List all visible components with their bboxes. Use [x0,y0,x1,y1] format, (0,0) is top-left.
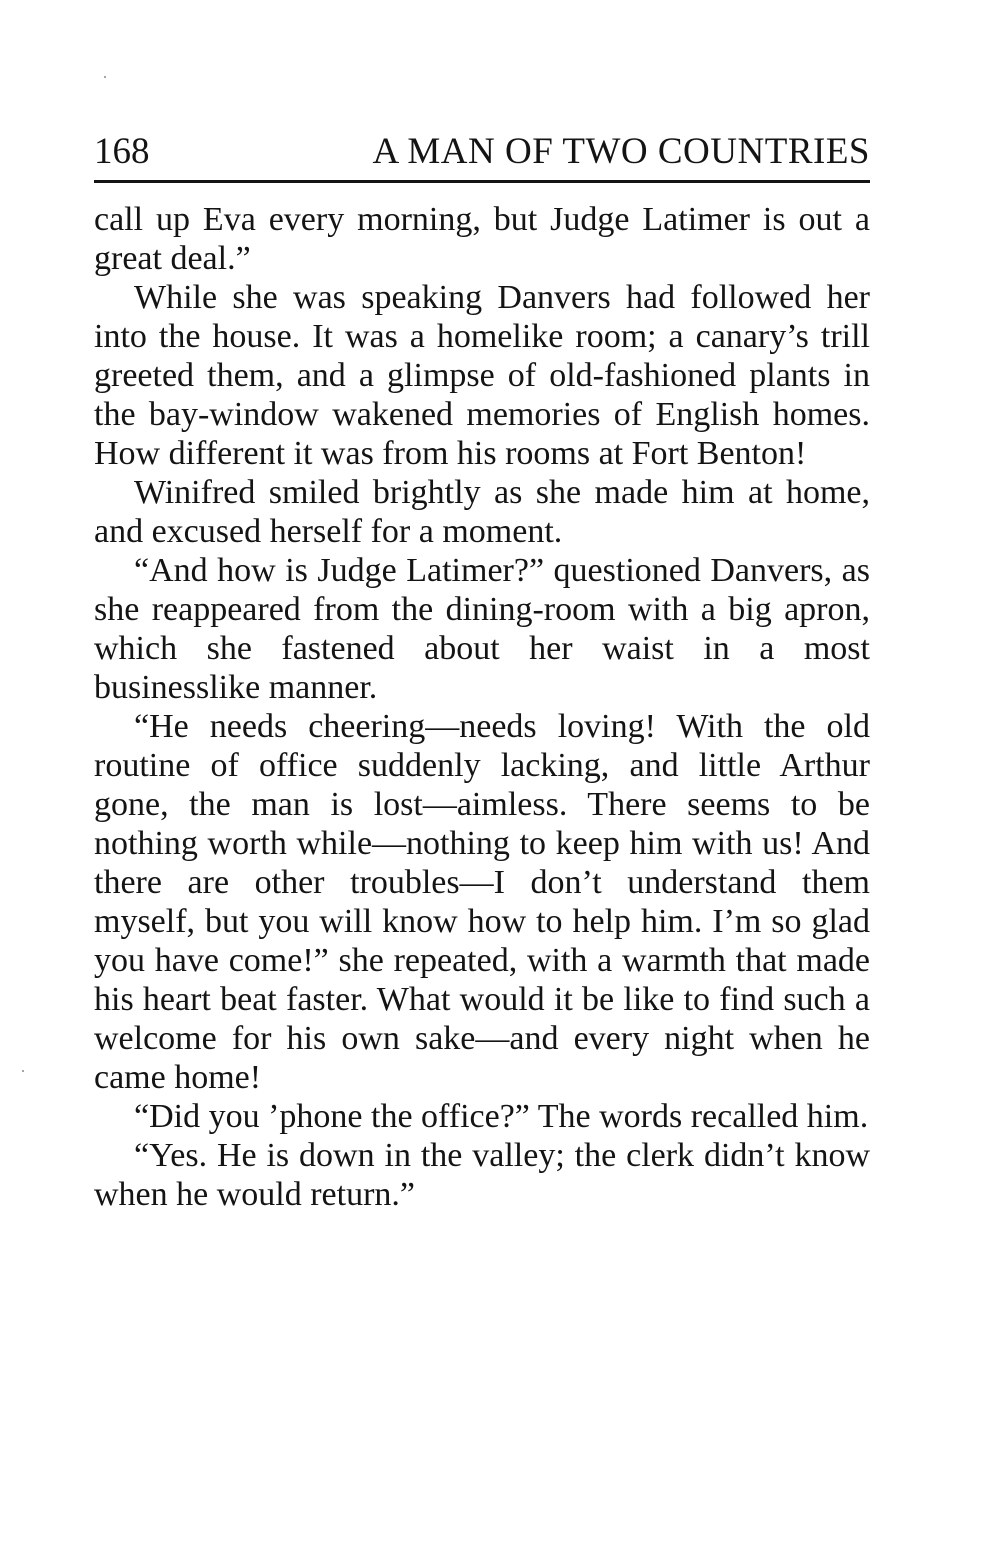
paragraph: “He needs cheering—needs loving! With the old routine of office suddenly lacking, and little Arthur gone, the man is lost—aimless. There seems to be nothing worth while—nothing to keep him with us! And there are other troubles—I don’t understand them myself, but you will know how to help him. I’m so glad you have come!” she repeated, with a warmth that made his heart beat faster. What would it be like to find such a welcome for his own sake—and every night when he came home! [94,708,870,1096]
book-title: A MAN OF TWO COUNTRIES [372,131,870,172]
page-number: 168 [94,131,150,172]
body-text [94,200,870,1214]
paper-speck [22,1070,24,1072]
paragraph: “Yes. He is down in the valley; the clerk didn’t know when he would return.” [94,1137,870,1213]
running-head [94,128,870,176]
paragraph: “And how is Judge Latimer?” questioned Danvers, as she reappeared from the dining-room with a big apron, which she fastened about her waist in a most businesslike manner. [94,552,870,706]
paragraph: While she was speaking Danvers had followed her into the house. It was a homelike room; a canary’s trill greeted them, and a glimpse of old-fashioned plants in the bay-window wakened memories of English homes. How different it was from his rooms at Fort Benton! [94,279,870,472]
paper-speck [104,76,106,78]
book-page [94,128,870,1214]
header-rule [94,180,870,183]
paragraph: Winifred smiled brightly as she made him at home, and excused herself for a moment. [94,474,870,550]
paragraph: call up Eva every morning, but Judge Latimer is out a great deal.” [94,201,870,277]
paragraph: “Did you ’phone the office?” The words recalled him. [134,1098,869,1135]
